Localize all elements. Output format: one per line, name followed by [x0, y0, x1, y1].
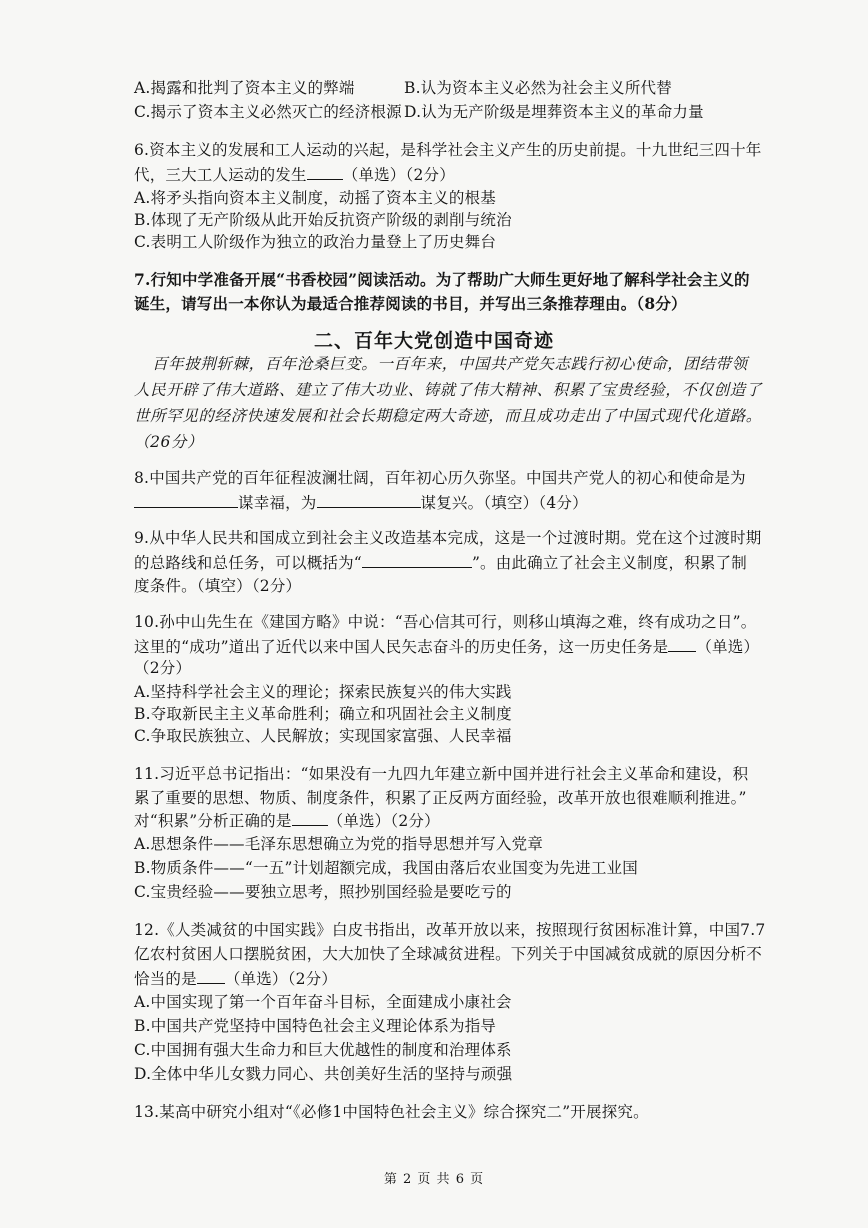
- q10-stem-line1: 10.孙中山先生在《建国方略》中说：“吾心信其可行，则移山填海之难，终有成功之日”。: [134, 613, 757, 631]
- q11-stem-line2: 累了重要的思想、物质、制度条件，积累了正反两方面经验，改革开放也很难顺利推进。”: [134, 789, 747, 807]
- q8-stem-line1: 8.中国共产党的百年征程波澜壮阔，百年初心历久弥坚。中国共产党人的初心和使命是为: [134, 469, 746, 487]
- q6-stem-type: （单选）（2分）: [342, 166, 455, 184]
- q5-option-b: B.认为资本主义必然为社会主义所代替: [404, 79, 672, 97]
- q8-text-1: 谋幸福，为: [238, 494, 317, 512]
- q13-stem-line1: 13.某高中研究小组对“《必修1中国特色社会主义》综合探究二”开展探究。: [134, 1103, 649, 1121]
- q5-option-c: C.揭示了资本主义必然灭亡的经济根源: [134, 103, 402, 121]
- q5-option-a: A.揭露和批判了资本主义的弊端: [134, 79, 355, 97]
- q12-text-pre: 恰当的是: [134, 970, 197, 988]
- q10-stem-line3: （2分）: [134, 659, 192, 677]
- q6-stem-line1: 6.资本主义的发展和工人运动的兴起，是科学社会主义产生的历史前提。十九世纪三四十年: [134, 141, 762, 159]
- q6-answer-blank: [307, 164, 343, 180]
- page-number-footer: 第 2 页 共 6 页: [383, 1172, 485, 1187]
- q8-blank-2: [317, 492, 421, 508]
- section-intro-line2: 人民开辟了伟大道路、建立了伟大功业、铸就了伟大精神、积累了宝贵经验，不仅创造了: [134, 381, 762, 399]
- q10-option-b: B.夺取新民主主义革命胜利；确立和巩固社会主义制度: [134, 705, 512, 723]
- q10-option-c: C.争取民族独立、人民解放；实现国家富强、人民幸福: [134, 727, 512, 745]
- q9-stem-line2: [134, 552, 747, 573]
- section-intro-line3: 世所罕见的经济快速发展和社会长期稳定两大奇迹，而且成功走出了中国式现代化道路。: [134, 407, 762, 425]
- q9-text-pre: 的总路线和总任务，可以概括为“: [134, 554, 362, 572]
- section-title: 二、百年大党创造中国奇迹: [313, 330, 554, 352]
- q11-stem-line3: [134, 810, 440, 831]
- q9-stem-line3: 度条件。（填空）（2分）: [134, 577, 302, 595]
- q12-text-post: （单选）（2分）: [224, 970, 338, 988]
- q11-option-a: A.思想条件——毛泽东思想确立为党的指导思想并写入党章: [134, 835, 544, 853]
- q6-option-a: A.将矛头指向资本主义制度，动摇了资本主义的根基: [134, 189, 496, 207]
- q12-answer-blank: [197, 968, 225, 984]
- q11-option-c: C.宝贵经验——要独立思考，照抄别国经验是要吃亏的: [134, 883, 512, 901]
- q10-answer-blank: [668, 636, 696, 652]
- q10-text-pre: 这里的“成功”道出了近代以来中国人民矢志奋斗的历史任务，这一历史任务是: [134, 638, 669, 656]
- q12-option-b: B.中国共产党坚持中国特色社会主义理论体系为指导: [134, 1017, 497, 1035]
- q11-stem-line1: 11.习近平总书记指出：“如果没有一九四九年建立新中国并进行社会主义革命和建设，积: [134, 765, 749, 783]
- q6-option-b: B.体现了无产阶级从此开始反抗资产阶级的剥削与统治: [134, 211, 512, 229]
- section-intro-line4: （26分）: [134, 433, 204, 451]
- q9-stem-line1: 9.从中华人民共和国成立到社会主义改造基本完成，这是一个过渡时期。党在这个过渡时期: [134, 529, 762, 547]
- q10-option-a: A.坚持科学社会主义的理论；探索民族复兴的伟大实践: [134, 683, 512, 701]
- section-intro-line1: 百年披荆斩棘，百年沧桑巨变。一百年来，中国共产党矢志践行初心使命，团结带领: [152, 355, 748, 373]
- q5-option-d: D.认为无产阶级是埋葬资本主义的革命力量: [404, 103, 704, 121]
- q11-text-post: （单选）（2分）: [327, 812, 440, 830]
- q8-text-2: 谋复兴。（填空）（4分）: [420, 494, 588, 512]
- q6-stem-line2: [134, 164, 455, 185]
- q12-stem-line1: 12.《人类减贫的中国实践》白皮书指出，改革开放以来，按照现行贫困标准计算，中国7.7: [134, 921, 766, 939]
- q11-text-pre: 对“积累”分析正确的是: [134, 812, 292, 830]
- q7-stem-line2: 诞生，请写出一本你认为最适合推荐阅读的书目，并写出三条推荐理由。（8分）: [134, 294, 687, 313]
- q12-option-a: A.中国实现了第一个百年奋斗目标，全面建成小康社会: [134, 993, 512, 1011]
- q10-text-post: （单选）: [696, 638, 760, 656]
- q11-option-b: B.物质条件——“一五”计划超额完成，我国由落后农业国变为先进工业国: [134, 859, 638, 877]
- q10-stem-line2: [134, 636, 759, 657]
- q6-option-c: C.表明工人阶级作为独立的政治力量登上了历史舞台: [134, 233, 497, 251]
- q9-text-post: ”。由此确立了社会主义制度，积累了制: [471, 554, 747, 572]
- q8-blank-1: [134, 492, 238, 508]
- q6-stem-text: 代，三大工人运动的发生: [134, 166, 307, 184]
- q9-answer-blank: [362, 552, 472, 568]
- q11-answer-blank: [292, 810, 328, 826]
- q12-stem-line2: 亿农村贫困人口摆脱贫困，大大加快了全球减贫进程。下列关于中国减贫成就的原因分析不: [134, 945, 763, 963]
- q12-option-c: C.中国拥有强大生命力和巨大优越性的制度和治理体系: [134, 1041, 512, 1059]
- q7-stem-line1: 7.行知中学准备开展“书香校园”阅读活动。为了帮助广大师生更好地了解科学社会主义的: [134, 270, 750, 289]
- q8-stem-line2: [134, 492, 588, 513]
- q12-stem-line3: [134, 968, 337, 989]
- q12-option-d: D.全体中华儿女戮力同心、共创美好生活的坚持与顽强: [134, 1065, 513, 1083]
